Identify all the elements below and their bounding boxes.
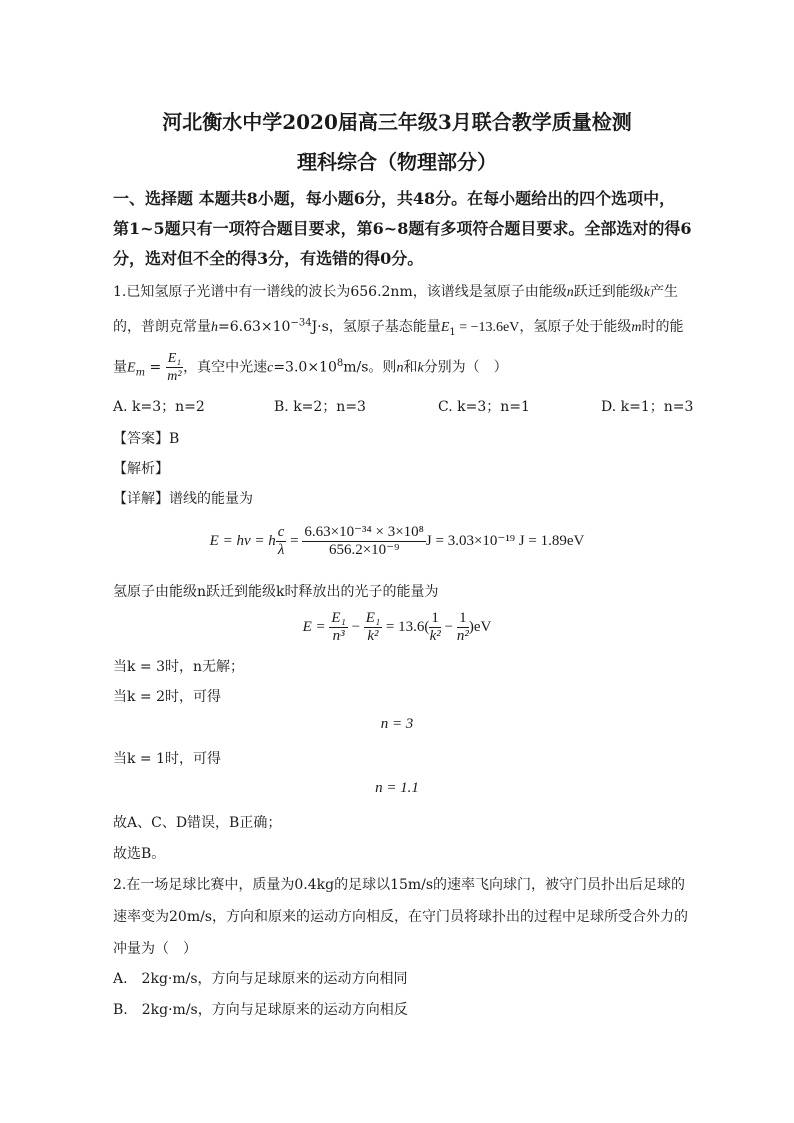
q2-stem-line-1: 2.在一场足球比赛中，质量为0.4kg的足球以15m/s的速率飞向球门，被守门员扑出后足球的 (113, 877, 686, 893)
q1-option-b: B. k=2；n=3 (274, 399, 366, 415)
q1-conclusion: 故A、C、D错误，B正确； (113, 815, 282, 831)
q1-analysis-heading: 【解析】 (113, 461, 169, 477)
q2-stem-line-2: 速率变为20m/s，方向和原来的运动方向相反，在守门员将球扑出的过程中足球所受合外力的 (113, 909, 688, 925)
q1-answer: 【答案】B (113, 431, 180, 447)
exam-title: 河北衡水中学2020届高三年级3月联合教学质量检测 (162, 110, 632, 134)
q1-option-a: A. k=3；n=2 (113, 399, 205, 415)
q2-option-b: B. 2kg·m/s，方向与足球原来的运动方向相反 (113, 1002, 408, 1018)
q1-formula-transition-energy: E = $\frac{\text{E₁}}{\text{n³}}$ − $\frac{\text{E₁}}{\text{k²}}$ = 13.6( $\frac{1}{\text{k²}}$ − $\frac{1}{\text{n²}}$ )eV (302, 610, 492, 644)
q1-stem-line-2: 的，普朗克常量$h=6.63\times 10^{-34}J\cdot s$，氢原子基态能量$E_1 = -13.6eV$，氢原子处于能级m时的能 (113, 317, 684, 338)
q1-detail-heading: 【详解】谱线的能量为 (113, 491, 253, 507)
q1-stem-line-1: 1.已知氢原子光谱中有一谱线的波长为656.2nm，该谱线是氢原子由能级n跃迁到能级k产生 (113, 284, 678, 300)
q1-formula-photon-energy: E = hν = h $\frac{c}{\lambda}$ = $\frac{\text{6.63×10⁻³⁴ × 3×10⁸}}{\text{656.2×10⁻⁹}}$ J = 3.03×10⁻¹⁹ J = 1.89eV (209, 524, 585, 558)
q1-option-c: C. k=3；n=1 (438, 399, 530, 415)
section-instructions-line-2: 第1~5题只有一项符合题目要求，第6~8题有多项符合题目要求。全部选对的得6 (113, 219, 692, 238)
section-instructions-line-3: 分，选对但不全的得3分，有选错的得0分。 (113, 249, 424, 268)
section-instructions-line-1: 一、选择题 本题共8小题，每小题6分，共48分。在每小题给出的四个选项中， (113, 189, 676, 208)
q1-result-k2: n = 3 (380, 716, 414, 732)
q1-option-d: D. k=1；n=3 (601, 399, 694, 415)
q1-explanation-text: 氢原子由能级n跃迁到能级k时释放出的光子的能量为 (113, 584, 439, 600)
q1-final-choice: 故选B。 (113, 846, 166, 862)
q1-stem-line-3: 量$E_m$ = $\frac{\text{E₁}}{\text{m²}}$ ，真空中光速$c=3.0\times 10^8m/s$。则n和k分别为（ ） (113, 351, 508, 384)
q1-case-k3: 当k = 3时，n无解； (113, 659, 245, 675)
q1-case-k2: 当k = 2时，可得 (113, 689, 222, 705)
q1-result-k1: n = 1.1 (375, 780, 419, 796)
energy-level-fraction: $\frac{\text{E₁}}{\text{m²}}$ (167, 351, 182, 384)
q2-option-a: A. 2kg·m/s，方向与足球原来的运动方向相同 (113, 971, 408, 987)
q2-stem-line-3: 冲量为（ ） (113, 941, 197, 957)
exam-subtitle: 理科综合（物理部分） (297, 150, 497, 174)
q1-case-k1: 当k = 1时，可得 (113, 751, 222, 767)
